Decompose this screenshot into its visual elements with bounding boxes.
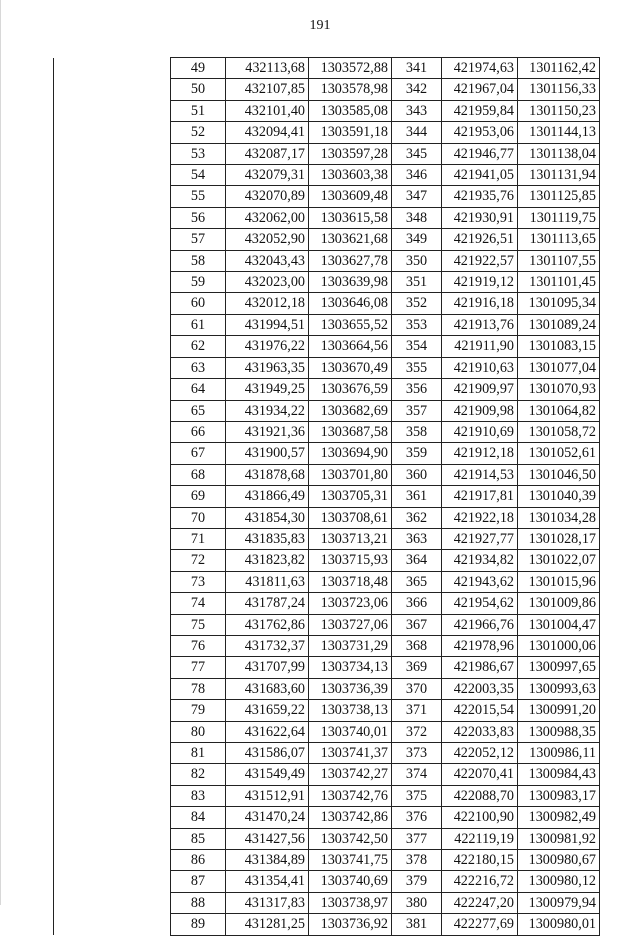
point-number-a-cell: 65 xyxy=(171,400,226,421)
y-coordinate-a-cell: 1303705,31 xyxy=(309,486,392,507)
y-coordinate-a-cell: 1303736,92 xyxy=(309,914,392,935)
y-coordinate-b-cell: 1301052,61 xyxy=(518,443,600,464)
y-coordinate-b-cell: 1301083,15 xyxy=(518,336,600,357)
x-coordinate-a-cell: 431281,25 xyxy=(226,914,309,935)
y-coordinate-a-cell: 1303676,59 xyxy=(309,379,392,400)
point-number-a-cell: 80 xyxy=(171,721,226,742)
point-number-b-cell: 353 xyxy=(392,314,442,335)
y-coordinate-a-cell: 1303742,27 xyxy=(309,764,392,785)
point-number-b-cell: 368 xyxy=(392,635,442,656)
y-coordinate-b-cell: 1301000,06 xyxy=(518,635,600,656)
y-coordinate-a-cell: 1303694,90 xyxy=(309,443,392,464)
y-coordinate-b-cell: 1300993,63 xyxy=(518,678,600,699)
point-number-b-cell: 356 xyxy=(392,379,442,400)
y-coordinate-b-cell: 1300984,43 xyxy=(518,764,600,785)
point-number-b-cell: 380 xyxy=(392,892,442,913)
page-number: 191 xyxy=(309,18,331,33)
y-coordinate-b-cell: 1301125,85 xyxy=(518,186,600,207)
point-number-a-cell: 59 xyxy=(171,272,226,293)
point-number-a-cell: 55 xyxy=(171,186,226,207)
x-coordinate-a-cell: 431549,49 xyxy=(226,764,309,785)
y-coordinate-a-cell: 1303572,88 xyxy=(309,58,392,79)
y-coordinate-b-cell: 1300982,49 xyxy=(518,807,600,828)
x-coordinate-b-cell: 421909,98 xyxy=(442,400,518,421)
point-number-a-cell: 51 xyxy=(171,100,226,121)
x-coordinate-b-cell: 422100,90 xyxy=(442,807,518,828)
x-coordinate-a-cell: 431683,60 xyxy=(226,678,309,699)
coordinates-table xyxy=(53,57,600,936)
point-number-a-cell: 84 xyxy=(171,807,226,828)
x-coordinate-b-cell: 422015,54 xyxy=(442,700,518,721)
y-coordinate-a-cell: 1303701,80 xyxy=(309,464,392,485)
point-number-a-cell: 66 xyxy=(171,421,226,442)
point-number-a-cell: 74 xyxy=(171,593,226,614)
y-coordinate-b-cell: 1301119,75 xyxy=(518,207,600,228)
y-coordinate-b-cell: 1301113,65 xyxy=(518,229,600,250)
point-number-b-cell: 344 xyxy=(392,122,442,143)
x-coordinate-b-cell: 422070,41 xyxy=(442,764,518,785)
point-number-a-cell: 86 xyxy=(171,850,226,871)
x-coordinate-a-cell: 431900,57 xyxy=(226,443,309,464)
point-number-a-cell: 71 xyxy=(171,528,226,549)
x-coordinate-b-cell: 421922,18 xyxy=(442,507,518,528)
x-coordinate-b-cell: 421912,18 xyxy=(442,443,518,464)
x-coordinate-b-cell: 421913,76 xyxy=(442,314,518,335)
y-coordinate-b-cell: 1301070,93 xyxy=(518,379,600,400)
y-coordinate-b-cell: 1300979,94 xyxy=(518,892,600,913)
y-coordinate-b-cell: 1300986,11 xyxy=(518,743,600,764)
x-coordinate-a-cell: 432101,40 xyxy=(226,100,309,121)
table-row xyxy=(54,58,600,79)
y-coordinate-b-cell: 1301107,55 xyxy=(518,250,600,271)
y-coordinate-b-cell: 1301077,04 xyxy=(518,357,600,378)
point-number-b-cell: 346 xyxy=(392,165,442,186)
x-coordinate-a-cell: 431866,49 xyxy=(226,486,309,507)
point-number-b-cell: 345 xyxy=(392,143,442,164)
point-number-b-cell: 363 xyxy=(392,528,442,549)
x-coordinate-b-cell: 421930,91 xyxy=(442,207,518,228)
y-coordinate-a-cell: 1303723,06 xyxy=(309,593,392,614)
y-coordinate-b-cell: 1300980,01 xyxy=(518,914,600,935)
point-number-b-cell: 364 xyxy=(392,550,442,571)
x-coordinate-b-cell: 421966,76 xyxy=(442,614,518,635)
point-number-b-cell: 349 xyxy=(392,229,442,250)
y-coordinate-a-cell: 1303708,61 xyxy=(309,507,392,528)
point-number-a-cell: 62 xyxy=(171,336,226,357)
point-number-b-cell: 352 xyxy=(392,293,442,314)
x-coordinate-b-cell: 421959,84 xyxy=(442,100,518,121)
y-coordinate-a-cell: 1303585,08 xyxy=(309,100,392,121)
y-coordinate-b-cell: 1301162,42 xyxy=(518,58,600,79)
x-coordinate-a-cell: 432087,17 xyxy=(226,143,309,164)
x-coordinate-a-cell: 431963,35 xyxy=(226,357,309,378)
y-coordinate-a-cell: 1303655,52 xyxy=(309,314,392,335)
y-coordinate-a-cell: 1303742,76 xyxy=(309,785,392,806)
x-coordinate-a-cell: 431512,91 xyxy=(226,785,309,806)
x-coordinate-b-cell: 422277,69 xyxy=(442,914,518,935)
x-coordinate-b-cell: 421911,90 xyxy=(442,336,518,357)
point-number-b-cell: 350 xyxy=(392,250,442,271)
x-coordinate-a-cell: 431384,89 xyxy=(226,850,309,871)
x-coordinate-b-cell: 421919,12 xyxy=(442,272,518,293)
point-number-b-cell: 343 xyxy=(392,100,442,121)
point-number-b-cell: 374 xyxy=(392,764,442,785)
point-number-b-cell: 370 xyxy=(392,678,442,699)
point-number-a-cell: 56 xyxy=(171,207,226,228)
x-coordinate-a-cell: 431878,68 xyxy=(226,464,309,485)
point-number-b-cell: 342 xyxy=(392,79,442,100)
point-number-a-cell: 64 xyxy=(171,379,226,400)
x-coordinate-b-cell: 422033,83 xyxy=(442,721,518,742)
y-coordinate-a-cell: 1303727,06 xyxy=(309,614,392,635)
x-coordinate-b-cell: 422088,70 xyxy=(442,785,518,806)
x-coordinate-a-cell: 432070,89 xyxy=(226,186,309,207)
point-number-a-cell: 63 xyxy=(171,357,226,378)
point-number-b-cell: 365 xyxy=(392,571,442,592)
point-number-b-cell: 379 xyxy=(392,871,442,892)
y-coordinate-a-cell: 1303718,48 xyxy=(309,571,392,592)
y-coordinate-b-cell: 1301156,33 xyxy=(518,79,600,100)
x-coordinate-a-cell: 432094,41 xyxy=(226,122,309,143)
y-coordinate-a-cell: 1303742,50 xyxy=(309,828,392,849)
x-coordinate-a-cell: 431921,36 xyxy=(226,421,309,442)
y-coordinate-b-cell: 1300988,35 xyxy=(518,721,600,742)
x-coordinate-a-cell: 431622,64 xyxy=(226,721,309,742)
y-coordinate-a-cell: 1303687,58 xyxy=(309,421,392,442)
x-coordinate-a-cell: 432043,43 xyxy=(226,250,309,271)
y-coordinate-a-cell: 1303609,48 xyxy=(309,186,392,207)
point-number-b-cell: 378 xyxy=(392,850,442,871)
x-coordinate-a-cell: 431470,24 xyxy=(226,807,309,828)
point-number-a-cell: 77 xyxy=(171,657,226,678)
x-coordinate-a-cell: 431854,30 xyxy=(226,507,309,528)
x-coordinate-a-cell: 431707,99 xyxy=(226,657,309,678)
x-coordinate-b-cell: 421927,77 xyxy=(442,528,518,549)
point-number-b-cell: 367 xyxy=(392,614,442,635)
point-number-b-cell: 375 xyxy=(392,785,442,806)
point-number-a-cell: 69 xyxy=(171,486,226,507)
point-number-a-cell: 52 xyxy=(171,122,226,143)
x-coordinate-a-cell: 431427,56 xyxy=(226,828,309,849)
point-number-b-cell: 369 xyxy=(392,657,442,678)
y-coordinate-b-cell: 1301101,45 xyxy=(518,272,600,293)
y-coordinate-a-cell: 1303736,39 xyxy=(309,678,392,699)
x-coordinate-b-cell: 422180,15 xyxy=(442,850,518,871)
x-coordinate-b-cell: 421909,97 xyxy=(442,379,518,400)
x-coordinate-a-cell: 431762,86 xyxy=(226,614,309,635)
x-coordinate-b-cell: 421934,82 xyxy=(442,550,518,571)
y-coordinate-a-cell: 1303740,01 xyxy=(309,721,392,742)
point-number-a-cell: 58 xyxy=(171,250,226,271)
point-number-a-cell: 87 xyxy=(171,871,226,892)
y-coordinate-a-cell: 1303603,38 xyxy=(309,165,392,186)
y-coordinate-b-cell: 1301028,17 xyxy=(518,528,600,549)
y-coordinate-a-cell: 1303734,13 xyxy=(309,657,392,678)
x-coordinate-b-cell: 422119,19 xyxy=(442,828,518,849)
x-coordinate-a-cell: 432023,00 xyxy=(226,272,309,293)
point-number-b-cell: 366 xyxy=(392,593,442,614)
point-number-b-cell: 355 xyxy=(392,357,442,378)
y-coordinate-b-cell: 1301144,13 xyxy=(518,122,600,143)
x-coordinate-a-cell: 431317,83 xyxy=(226,892,309,913)
y-coordinate-b-cell: 1301040,39 xyxy=(518,486,600,507)
y-coordinate-b-cell: 1300983,17 xyxy=(518,785,600,806)
y-coordinate-b-cell: 1301138,04 xyxy=(518,143,600,164)
y-coordinate-b-cell: 1300980,67 xyxy=(518,850,600,871)
x-coordinate-a-cell: 432012,18 xyxy=(226,293,309,314)
point-number-b-cell: 347 xyxy=(392,186,442,207)
point-number-a-cell: 88 xyxy=(171,892,226,913)
y-coordinate-a-cell: 1303597,28 xyxy=(309,143,392,164)
point-number-a-cell: 61 xyxy=(171,314,226,335)
y-coordinate-a-cell: 1303738,13 xyxy=(309,700,392,721)
y-coordinate-b-cell: 1301004,47 xyxy=(518,614,600,635)
x-coordinate-a-cell: 432107,85 xyxy=(226,79,309,100)
y-coordinate-b-cell: 1301131,94 xyxy=(518,165,600,186)
x-coordinate-a-cell: 432062,00 xyxy=(226,207,309,228)
point-number-b-cell: 362 xyxy=(392,507,442,528)
x-coordinate-b-cell: 421916,18 xyxy=(442,293,518,314)
y-coordinate-a-cell: 1303740,69 xyxy=(309,871,392,892)
point-number-a-cell: 85 xyxy=(171,828,226,849)
point-number-a-cell: 68 xyxy=(171,464,226,485)
point-number-a-cell: 89 xyxy=(171,914,226,935)
point-number-a-cell: 79 xyxy=(171,700,226,721)
point-number-b-cell: 351 xyxy=(392,272,442,293)
point-number-b-cell: 376 xyxy=(392,807,442,828)
y-coordinate-a-cell: 1303741,37 xyxy=(309,743,392,764)
point-number-a-cell: 81 xyxy=(171,743,226,764)
x-coordinate-a-cell: 431823,82 xyxy=(226,550,309,571)
x-coordinate-a-cell: 431934,22 xyxy=(226,400,309,421)
y-coordinate-a-cell: 1303646,08 xyxy=(309,293,392,314)
point-number-a-cell: 57 xyxy=(171,229,226,250)
y-coordinate-a-cell: 1303741,75 xyxy=(309,850,392,871)
x-coordinate-b-cell: 421917,81 xyxy=(442,486,518,507)
x-coordinate-a-cell: 432079,31 xyxy=(226,165,309,186)
x-coordinate-a-cell: 432113,68 xyxy=(226,58,309,79)
x-coordinate-b-cell: 421914,53 xyxy=(442,464,518,485)
point-number-a-cell: 60 xyxy=(171,293,226,314)
y-coordinate-a-cell: 1303621,68 xyxy=(309,229,392,250)
point-number-b-cell: 372 xyxy=(392,721,442,742)
x-coordinate-b-cell: 421967,04 xyxy=(442,79,518,100)
point-number-a-cell: 72 xyxy=(171,550,226,571)
x-coordinate-b-cell: 422052,12 xyxy=(442,743,518,764)
x-coordinate-a-cell: 431659,22 xyxy=(226,700,309,721)
y-coordinate-a-cell: 1303670,49 xyxy=(309,357,392,378)
x-coordinate-a-cell: 431787,24 xyxy=(226,593,309,614)
point-number-b-cell: 377 xyxy=(392,828,442,849)
y-coordinate-a-cell: 1303591,18 xyxy=(309,122,392,143)
y-coordinate-a-cell: 1303738,97 xyxy=(309,892,392,913)
x-coordinate-b-cell: 421910,69 xyxy=(442,421,518,442)
x-coordinate-a-cell: 431835,83 xyxy=(226,528,309,549)
y-coordinate-b-cell: 1301095,34 xyxy=(518,293,600,314)
point-number-a-cell: 54 xyxy=(171,165,226,186)
y-coordinate-a-cell: 1303664,56 xyxy=(309,336,392,357)
x-coordinate-a-cell: 431354,41 xyxy=(226,871,309,892)
x-coordinate-a-cell: 431994,51 xyxy=(226,314,309,335)
point-number-b-cell: 348 xyxy=(392,207,442,228)
point-number-a-cell: 73 xyxy=(171,571,226,592)
x-coordinate-b-cell: 421974,63 xyxy=(442,58,518,79)
x-coordinate-a-cell: 431949,25 xyxy=(226,379,309,400)
point-number-b-cell: 361 xyxy=(392,486,442,507)
y-coordinate-b-cell: 1300997,65 xyxy=(518,657,600,678)
y-coordinate-b-cell: 1300981,92 xyxy=(518,828,600,849)
y-coordinate-b-cell: 1301058,72 xyxy=(518,421,600,442)
point-number-b-cell: 381 xyxy=(392,914,442,935)
point-number-a-cell: 75 xyxy=(171,614,226,635)
x-coordinate-a-cell: 431586,07 xyxy=(226,743,309,764)
x-coordinate-a-cell: 431976,22 xyxy=(226,336,309,357)
y-coordinate-a-cell: 1303713,21 xyxy=(309,528,392,549)
point-number-a-cell: 76 xyxy=(171,635,226,656)
y-coordinate-b-cell: 1301089,24 xyxy=(518,314,600,335)
point-number-b-cell: 354 xyxy=(392,336,442,357)
x-coordinate-b-cell: 421935,76 xyxy=(442,186,518,207)
x-coordinate-b-cell: 421943,62 xyxy=(442,571,518,592)
y-coordinate-b-cell: 1301034,28 xyxy=(518,507,600,528)
x-coordinate-b-cell: 421986,67 xyxy=(442,657,518,678)
x-coordinate-b-cell: 422216,72 xyxy=(442,871,518,892)
x-coordinate-b-cell: 421953,06 xyxy=(442,122,518,143)
x-coordinate-b-cell: 421946,77 xyxy=(442,143,518,164)
blank-description-cell xyxy=(54,58,171,936)
y-coordinate-b-cell: 1300980,12 xyxy=(518,871,600,892)
point-number-b-cell: 341 xyxy=(392,58,442,79)
y-coordinate-b-cell: 1301150,23 xyxy=(518,100,600,121)
y-coordinate-a-cell: 1303578,98 xyxy=(309,79,392,100)
point-number-a-cell: 78 xyxy=(171,678,226,699)
page-edge-line xyxy=(0,0,1,905)
x-coordinate-b-cell: 421922,57 xyxy=(442,250,518,271)
point-number-a-cell: 53 xyxy=(171,143,226,164)
x-coordinate-b-cell: 421978,96 xyxy=(442,635,518,656)
point-number-a-cell: 67 xyxy=(171,443,226,464)
y-coordinate-a-cell: 1303627,78 xyxy=(309,250,392,271)
x-coordinate-b-cell: 421954,62 xyxy=(442,593,518,614)
y-coordinate-a-cell: 1303715,93 xyxy=(309,550,392,571)
y-coordinate-b-cell: 1301022,07 xyxy=(518,550,600,571)
point-number-a-cell: 82 xyxy=(171,764,226,785)
point-number-b-cell: 360 xyxy=(392,464,442,485)
x-coordinate-b-cell: 421910,63 xyxy=(442,357,518,378)
x-coordinate-a-cell: 431811,63 xyxy=(226,571,309,592)
x-coordinate-b-cell: 421941,05 xyxy=(442,165,518,186)
point-number-a-cell: 49 xyxy=(171,58,226,79)
point-number-b-cell: 373 xyxy=(392,743,442,764)
x-coordinate-b-cell: 422003,35 xyxy=(442,678,518,699)
x-coordinate-a-cell: 431732,37 xyxy=(226,635,309,656)
point-number-b-cell: 371 xyxy=(392,700,442,721)
y-coordinate-a-cell: 1303742,86 xyxy=(309,807,392,828)
y-coordinate-a-cell: 1303682,69 xyxy=(309,400,392,421)
y-coordinate-b-cell: 1301015,96 xyxy=(518,571,600,592)
y-coordinate-a-cell: 1303639,98 xyxy=(309,272,392,293)
y-coordinate-b-cell: 1301009,86 xyxy=(518,593,600,614)
x-coordinate-a-cell: 432052,90 xyxy=(226,229,309,250)
x-coordinate-b-cell: 422247,20 xyxy=(442,892,518,913)
y-coordinate-a-cell: 1303615,58 xyxy=(309,207,392,228)
point-number-a-cell: 83 xyxy=(171,785,226,806)
y-coordinate-a-cell: 1303731,29 xyxy=(309,635,392,656)
point-number-b-cell: 359 xyxy=(392,443,442,464)
y-coordinate-b-cell: 1301046,50 xyxy=(518,464,600,485)
x-coordinate-b-cell: 421926,51 xyxy=(442,229,518,250)
point-number-a-cell: 70 xyxy=(171,507,226,528)
point-number-a-cell: 50 xyxy=(171,79,226,100)
point-number-b-cell: 358 xyxy=(392,421,442,442)
point-number-b-cell: 357 xyxy=(392,400,442,421)
y-coordinate-b-cell: 1300991,20 xyxy=(518,700,600,721)
y-coordinate-b-cell: 1301064,82 xyxy=(518,400,600,421)
